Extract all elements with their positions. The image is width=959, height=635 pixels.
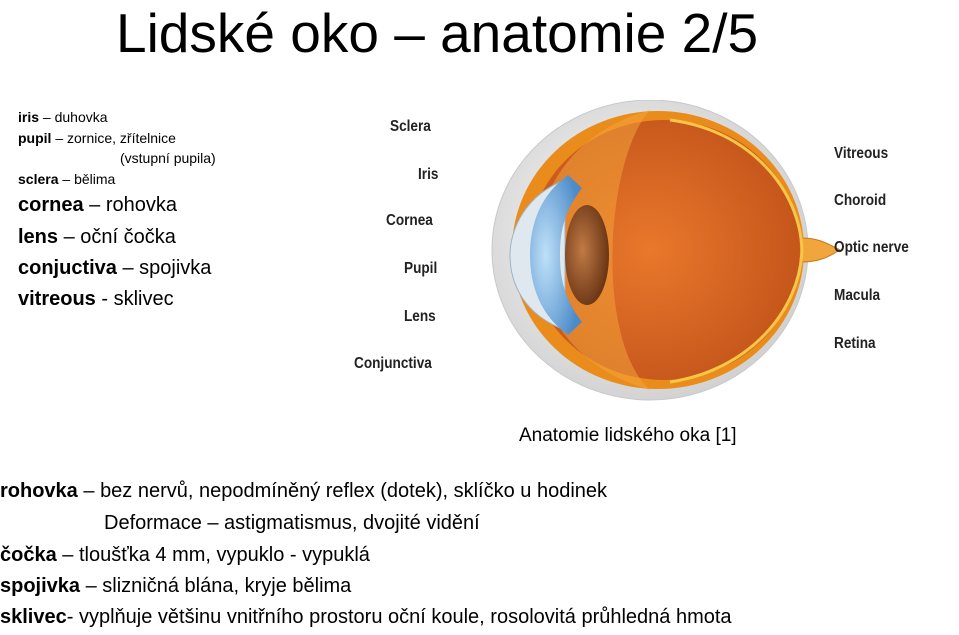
body-line-deformace [104, 510, 480, 536]
eye-anatomy-figure [350, 100, 955, 410]
glossary-definition: rohovka [105, 194, 177, 216]
glossary-term: sclera [18, 171, 59, 187]
body-term: spojivka [0, 575, 81, 597]
glossary-term: conjuctiva [18, 257, 117, 279]
glossary-term: iris [18, 109, 40, 125]
glossary-item-iris [18, 108, 108, 126]
glossary-separator: – [83, 194, 106, 216]
lens-shape [565, 205, 609, 305]
glossary-separator: – [51, 130, 68, 146]
label-conjunctiva: Conjunctiva [354, 355, 432, 372]
glossary-definition: duhovka [54, 109, 108, 125]
glossary-separator: – [58, 171, 75, 187]
page-title: Lidské oko – anatomie 2/5 [116, 2, 759, 64]
label-iris: Iris [418, 166, 439, 183]
body-definition: vyplňuje většinu vnitřního prostoru oční koule, rosolovitá průhledná hmota [78, 606, 732, 628]
body-line-spojivka [0, 573, 351, 599]
body-term: rohovka [0, 480, 78, 502]
label-lens: Lens [404, 308, 436, 325]
body-definition: slizničná blána, kryje bělima [102, 575, 352, 597]
glossary-definition: bělima [74, 171, 116, 187]
body-line-rohovka [0, 478, 607, 504]
glossary-term: vitreous [18, 288, 96, 310]
glossary-term: lens [18, 226, 59, 248]
glossary-separator: – [116, 257, 140, 279]
glossary-definition: oční čočka [80, 226, 176, 248]
label-cornea: Cornea [386, 212, 433, 229]
label-sclera: Sclera [390, 118, 431, 135]
glossary-item-pupil-note [18, 149, 216, 167]
label-pupil: Pupil [404, 260, 438, 277]
glossary-definition: sklivec [113, 288, 174, 310]
glossary-separator: – [39, 109, 55, 125]
glossary-item-sclera [18, 170, 115, 188]
body-separator: - [66, 606, 79, 628]
body-definition: bez nervů, nepodmíněný reflex (dotek), sklíčko u hodinek [100, 480, 608, 502]
glossary-item-pupil [18, 129, 176, 147]
glossary-definition: zornice, zřítelnice [67, 130, 176, 146]
label-choroid: Choroid [834, 192, 887, 209]
label-retina: Retina [834, 335, 876, 352]
body-definition: Deformace – astigmatismus, dvojité vidění [104, 512, 480, 534]
glossary-definition: (vstupní pupila) [120, 150, 216, 166]
label-vitreous: Vitreous [834, 145, 889, 162]
label-optic-nerve: Optic nerve [834, 239, 909, 256]
body-separator: – [56, 544, 79, 566]
body-separator: – [80, 575, 103, 597]
glossary-item-conjuctiva [18, 255, 211, 281]
label-macula: Macula [834, 287, 881, 304]
body-separator: – [77, 480, 101, 502]
glossary-item-cornea [18, 192, 177, 218]
body-line-cocka [0, 542, 370, 568]
body-definition: tloušťka 4 mm, vypuklo - vypuklá [78, 544, 370, 566]
glossary-item-vitreous [18, 286, 174, 312]
glossary-definition: spojivka [139, 257, 212, 279]
glossary-separator: – [58, 226, 81, 248]
body-term: sklivec [0, 606, 67, 628]
glossary-term: cornea [18, 194, 84, 216]
body-line-sklivec [0, 604, 732, 630]
glossary-term: pupil [18, 130, 52, 146]
figure-caption: Anatomie lidského oka [1] [519, 425, 737, 446]
glossary-item-lens [18, 224, 176, 250]
glossary-separator: - [95, 288, 114, 310]
body-term: čočka [0, 544, 57, 566]
